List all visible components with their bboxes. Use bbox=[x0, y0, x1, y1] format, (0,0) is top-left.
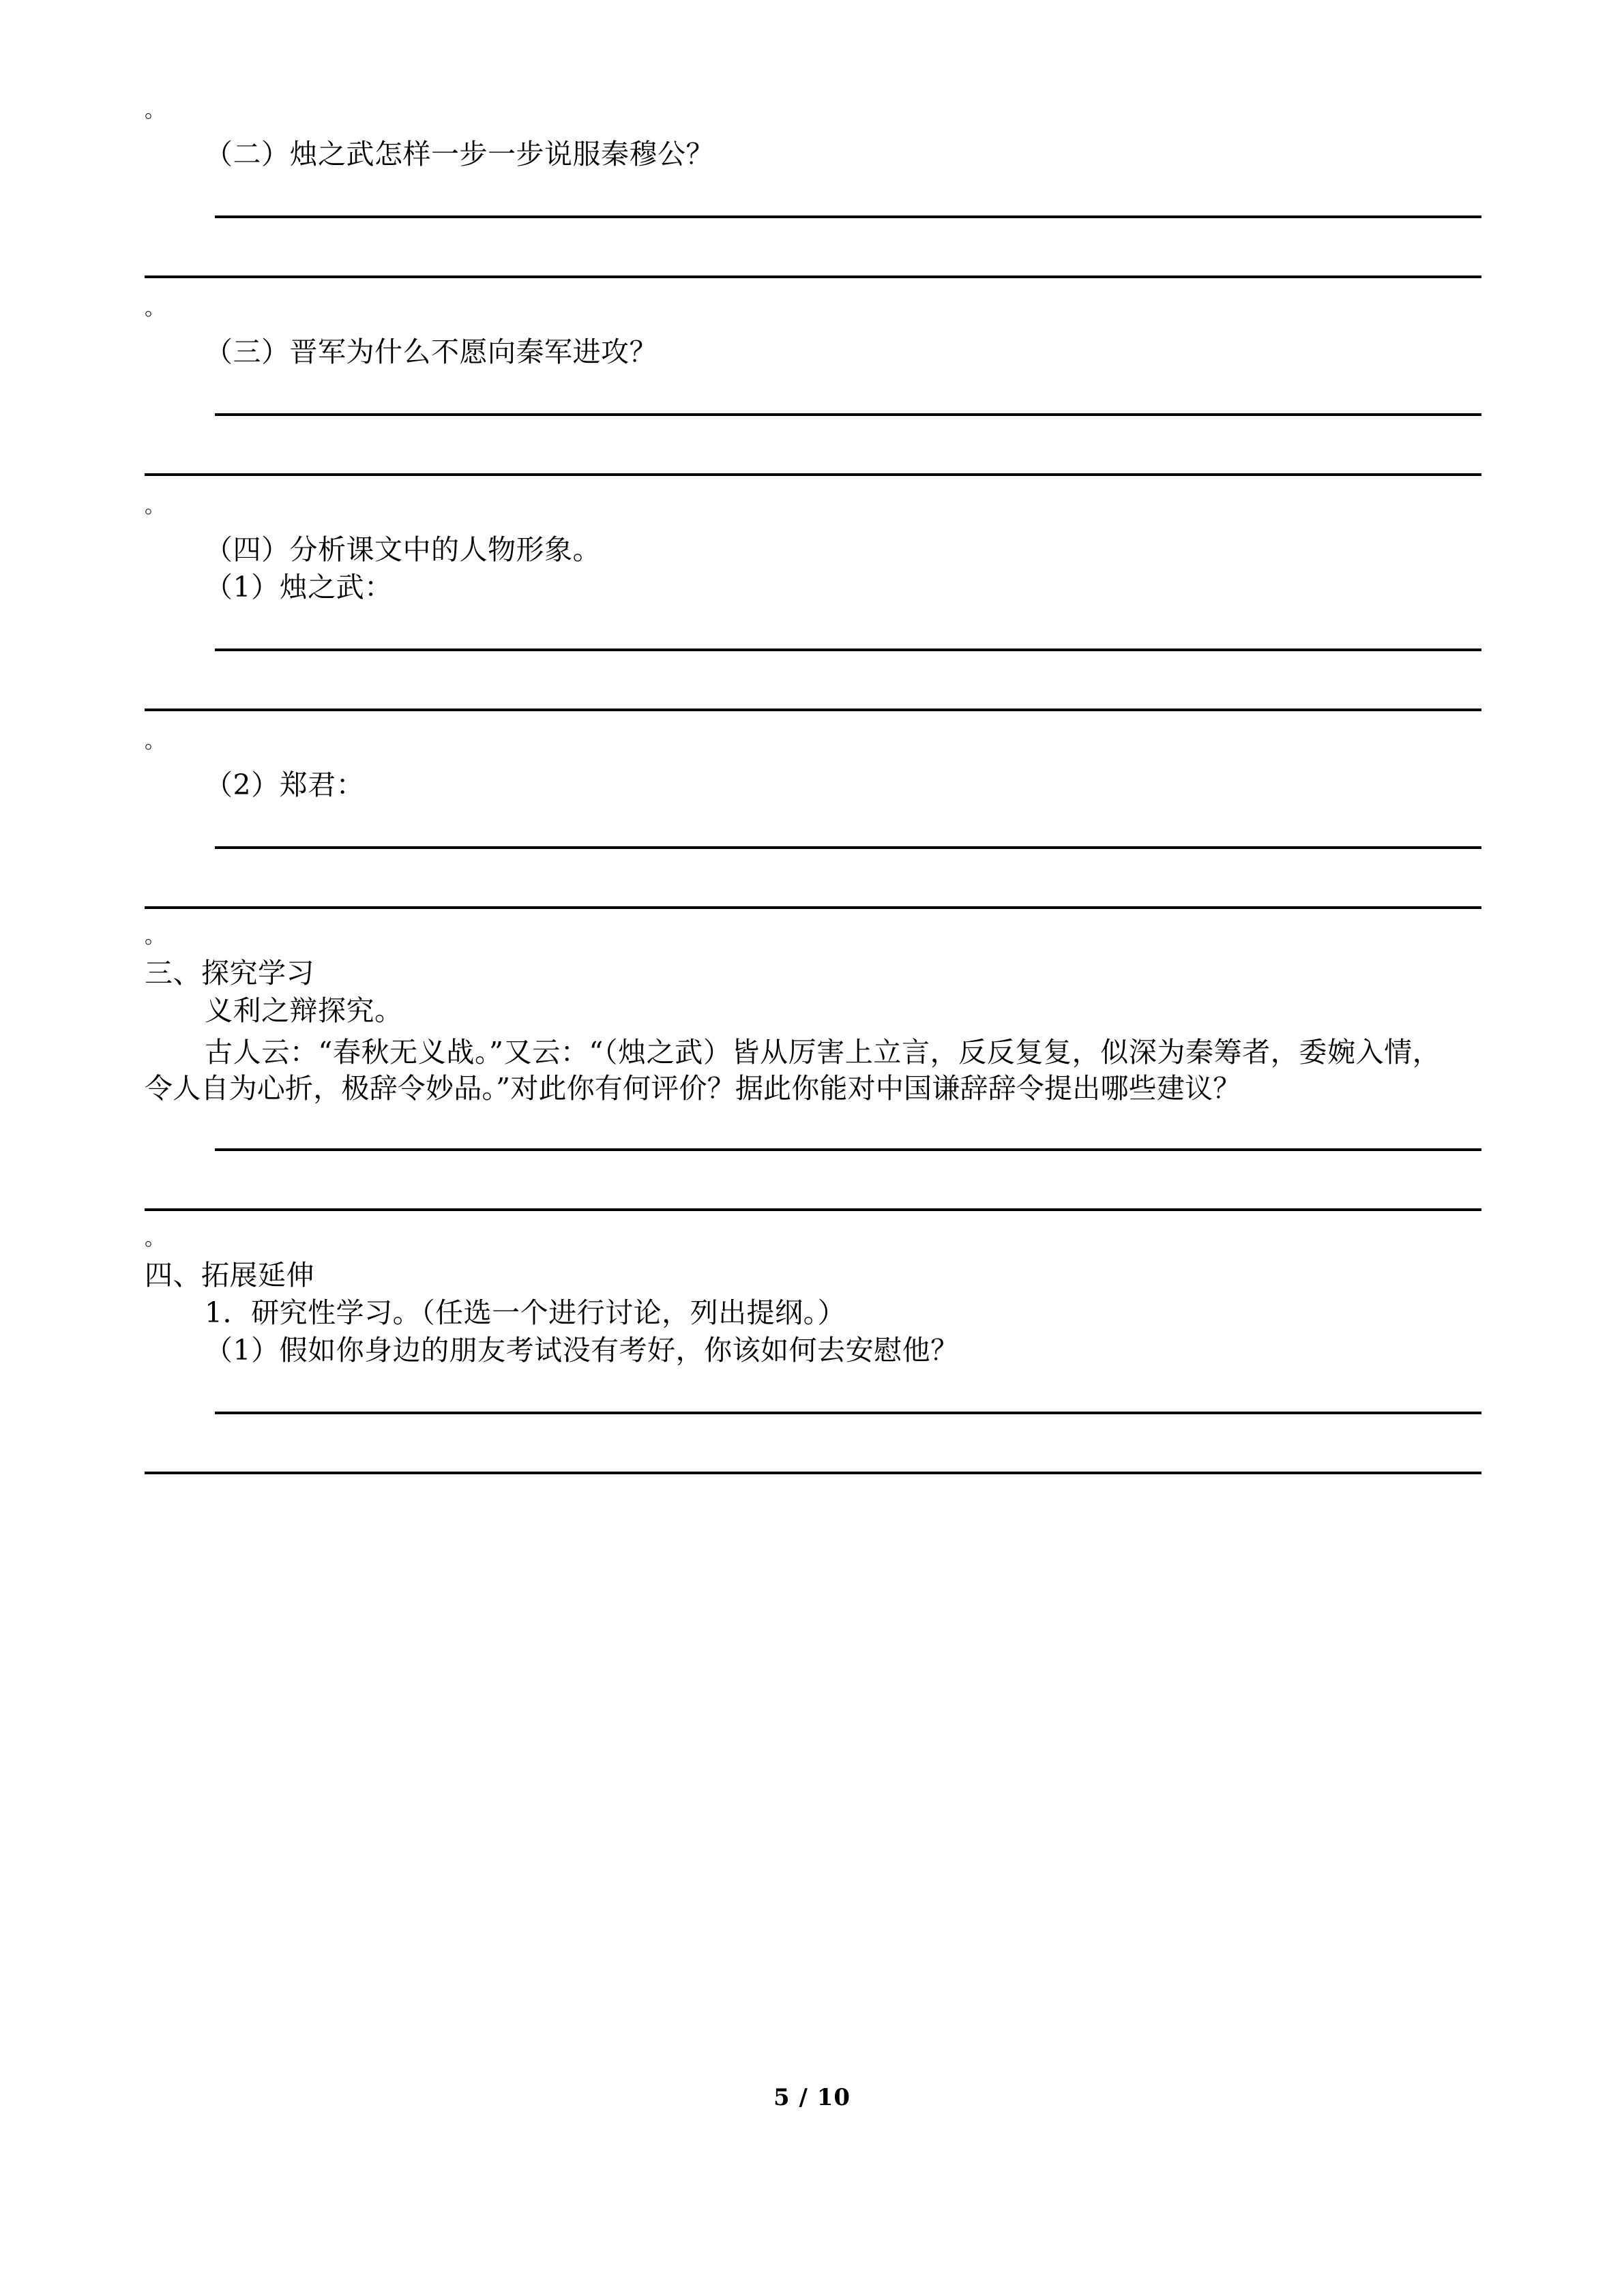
question-er: （二）烛之武怎样一步一步说服秦穆公？ bbox=[205, 138, 714, 170]
paragraph-mark: 。 bbox=[145, 99, 165, 123]
answer-rule-full[interactable] bbox=[145, 1472, 1481, 1474]
answer-rule-full[interactable] bbox=[145, 473, 1481, 476]
answer-rule-indent[interactable] bbox=[215, 648, 1481, 651]
paragraph-mark: 。 bbox=[145, 297, 165, 320]
answer-lines-part-three[interactable] bbox=[145, 1148, 1481, 1211]
page-content bbox=[145, 0, 1481, 1474]
answer-rule-indent[interactable] bbox=[215, 1148, 1481, 1151]
paragraph-mark: 。 bbox=[145, 925, 165, 949]
page-number: 5 / 10 bbox=[773, 2084, 851, 2111]
paragraph-mark: 。 bbox=[145, 730, 165, 754]
answer-rule-full[interactable] bbox=[145, 709, 1481, 711]
answer-rule-full[interactable] bbox=[145, 1208, 1481, 1211]
paragraph-mark: 。 bbox=[145, 494, 165, 518]
paragraph-mark: 。 bbox=[145, 1226, 165, 1251]
question-san: （三）晋军为什么不愿向秦军进攻？ bbox=[205, 336, 658, 368]
answer-rule-full[interactable] bbox=[145, 275, 1481, 278]
question-si-sub1: （1）烛之武： bbox=[205, 571, 393, 603]
answer-rule-indent[interactable] bbox=[215, 846, 1481, 849]
heading-part-three: 三、探究学习 bbox=[145, 957, 314, 989]
part-four-item-1: 1．研究性学习。（任选一个进行讨论，列出提纲。） bbox=[205, 1296, 846, 1329]
answer-lines-er[interactable] bbox=[145, 215, 1481, 278]
answer-lines-part-four[interactable] bbox=[145, 1412, 1481, 1474]
answer-rule-indent[interactable] bbox=[215, 413, 1481, 416]
answer-rule-indent[interactable] bbox=[215, 215, 1481, 218]
heading-part-four: 四、拓展延伸 bbox=[145, 1258, 314, 1292]
question-si: （四）分析课文中的人物形象。 bbox=[205, 533, 601, 566]
page-footer bbox=[0, 2084, 1624, 2111]
answer-lines-si-sub2[interactable] bbox=[145, 846, 1481, 909]
part-four-item-1-sub-1: （1）假如你身边的朋友考试没有考好，你该如何去安慰他？ bbox=[205, 1333, 959, 1367]
part-three-body: 古人云：“春秋无义战。”又云：“（烛之武）皆从厉害上立言，反反复复，似深为秦筹者，委婉入情，令人自为心折，极辞令妙品。”对此你有何评价？据此你能对中国谦辞辞令提出哪些建议？ bbox=[145, 1036, 1441, 1105]
question-si-sub2: （2）郑君： bbox=[205, 769, 365, 801]
answer-rule-indent[interactable] bbox=[215, 1412, 1481, 1414]
answer-lines-san[interactable] bbox=[145, 413, 1481, 476]
part-three-lead: 义利之辩探究。 bbox=[205, 994, 403, 1027]
answer-lines-si-sub1[interactable] bbox=[145, 648, 1481, 711]
answer-rule-full[interactable] bbox=[145, 906, 1481, 909]
